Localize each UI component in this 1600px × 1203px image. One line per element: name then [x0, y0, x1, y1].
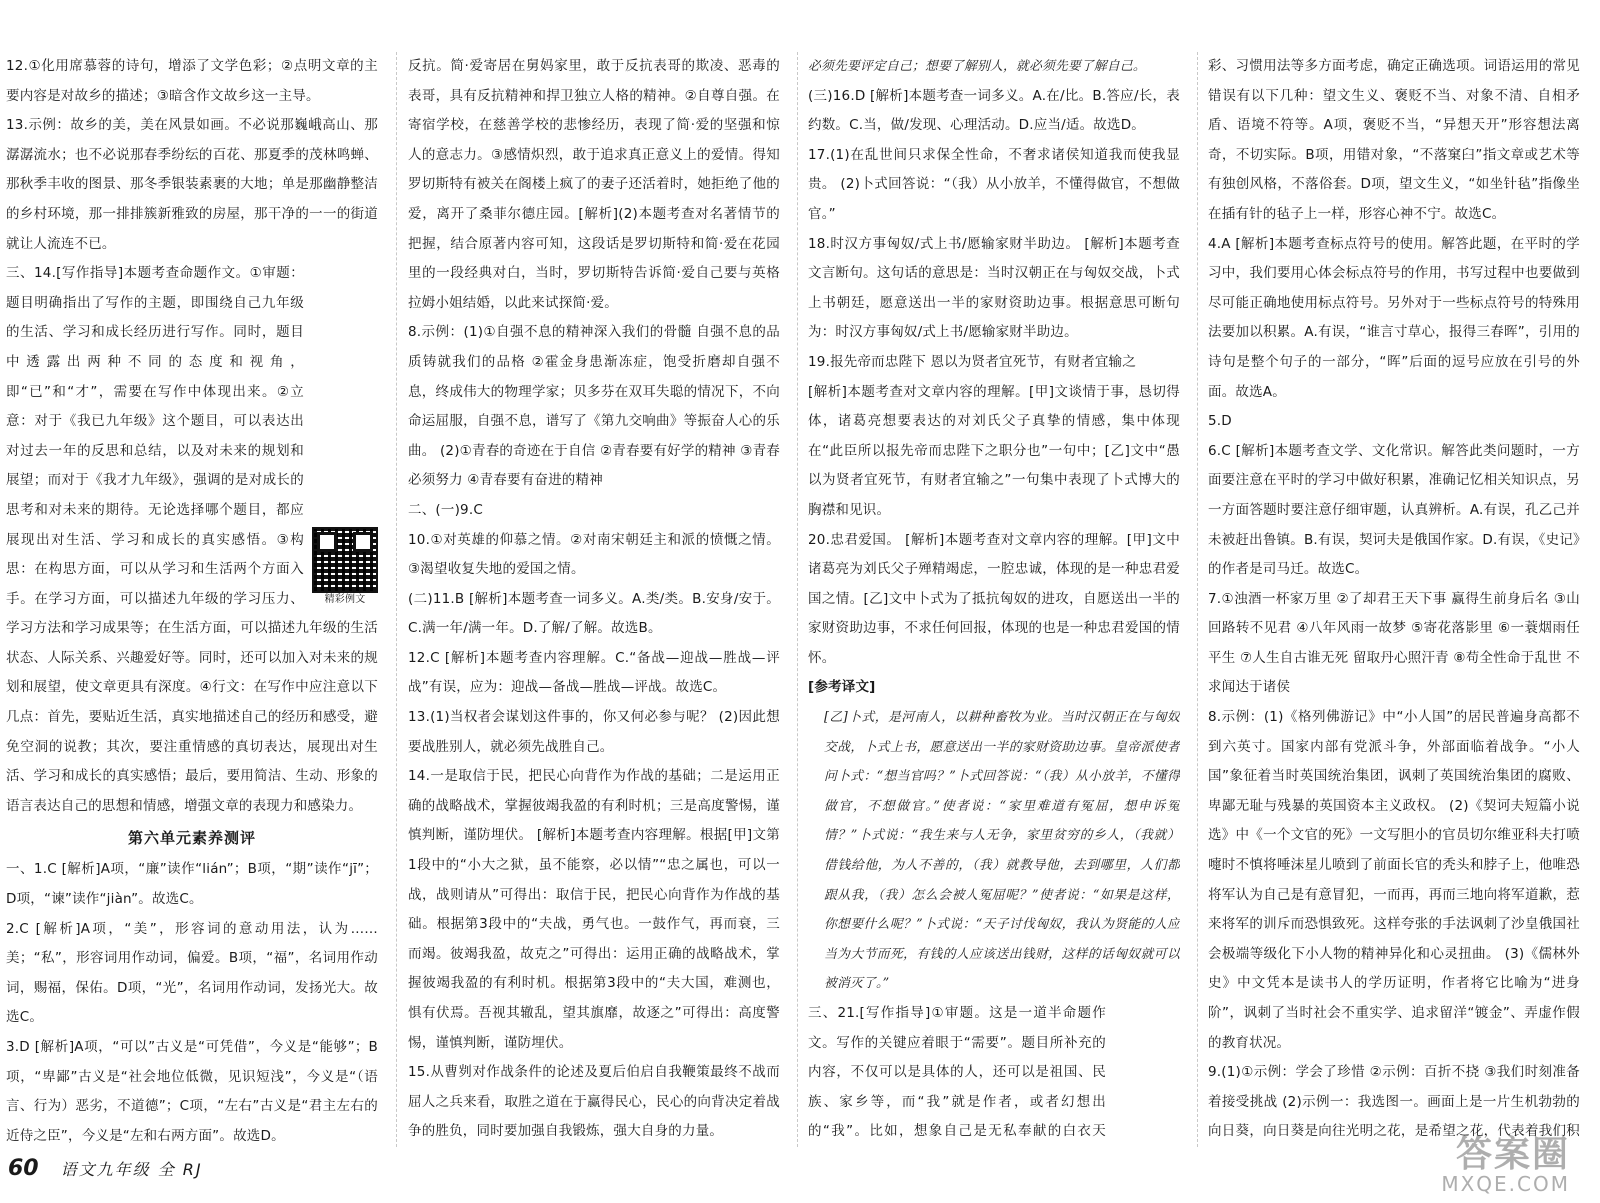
- answer-item: 14.一是取信于民，把民心向背作为作战的基础；二是运用正确的战略战术，掌握彼竭我盈的有利时机；三是高度警惕，谨慎判断，谨防埋伏。 [解析]本题考查内容理解。根据[甲]文第1段中的“小大之狱，虽不能察，必以情”“忠之属也，可以一战，战则请从”可得出：取信于民，把民心向背作为作战的基础。根据第3段中的“夫战，勇气也。一鼓作气，再而衰，三而竭。彼竭我盈，故克之”可得出：运用正确的战略战术，掌握彼竭我盈的有利时机。根据第3段中的“夫大国，难测也，惧有伏焉。吾视其辙乱，望其旗靡，故逐之”可得出：高度警惕，谨慎判断，谨防埋伏。: [408, 768, 780, 1051]
- answer-item: 6.C [解析]本题考查文学、文化常识。解答此类问题时，一方面要注意在平时的学习中做好积累，准确记忆相关知识点，另一方面答题时要注意仔细审题，认真辨析。A.有误，孔乙己并未被赶出鲁镇。B.有误，契诃夫是俄国作家。D.有误，《史记》的作者是司马迁。故选C。: [1208, 442, 1580, 578]
- answer-item: 2.C [解析]A项，“美”，形容词的意动用法，认为……美；“私”，形容词用作动词，偏爱。B项，“福”，名词用作动词，赐福，保佑。D项，“光”，名词用作动词，发扬光大。故选C。: [6, 920, 378, 1026]
- section-heading: 第六单元素养测评: [127, 829, 256, 848]
- page-number: 60: [8, 1156, 39, 1181]
- watermark-url: MXQE.COM: [1441, 1172, 1570, 1196]
- column-2: [408, 52, 780, 1147]
- site-watermark: [1441, 1134, 1570, 1196]
- answer-item: 19.报先帝而忠陛下 恩以为贤者宜死节，有财者宜输之: [808, 353, 1136, 370]
- answer-item: [解析]本题考查对文章内容的理解。[甲]文谈情于事，恳切得体，诸葛亮想要表达的对刘氏父子真挚的情感，集中体现在“此臣所以报先帝而忠陛下之职分也”一句中；[乙]文中“愚以为贤者宜死节，有财者宜输之”一句集中表现了卜式博大的胸襟和见识。: [808, 383, 1180, 518]
- watermark-logo-text: 答案圈: [1455, 1134, 1570, 1175]
- qr-caption: 精彩例文: [324, 594, 366, 606]
- book-title: 语文九年级 全 RJ: [60, 1160, 203, 1179]
- answer-item: (二)11.B [解析]本题考查一词多义。A.类/类。B.安身/安于。C.满一年/满一年。D.了解/了解。故选B。: [408, 590, 780, 637]
- translation-text: 必须先要评定自己；想要了解别人，就必须先要了解自己。: [808, 59, 1146, 74]
- answer-item: 三、21.[写作指导]①审题。这是一道半命题作文。写作的关键应着眼于“需要”。题目所补充的内容，不仅可以是具体的人，还可以是祖国、民族、家乡等，而“我”就是作者，或者幻想出的“我”。比如，想象自己是无私奉献的白衣天: [808, 1005, 1106, 1140]
- answer-item: 13.示例：故乡的美，美在风景如画。不必说那巍峨高山、那潺潺流水；也不必说那春季纷纭的百花、那夏季的茂林鸣蝉、那秋季丰收的图景、那冬季银装素裹的大地；单是那幽静整洁的乡村环境，那一排排簇新雅致的房屋，那干净的一一的街道就让人流连不已。: [6, 117, 378, 252]
- answer-item: 8.示例：(1)①自强不息的精神深入我们的骨髓 自强不息的品质铸就我们的品格 ②霍金身患渐冻症，饱受折磨却自强不息，终成伟大的物理学家；贝多芬在双耳失聪的情况下，不向命运屈服，自强不息，谱写了《第九交响曲》等振奋人心的乐曲。 (2)①青春的奇迹在于自信 ②青春要有好学的精神 ③青春必须努力 ④青春要有奋进的精神: [408, 324, 780, 489]
- answer-item: 12.①化用席慕蓉的诗句，增添了文学色彩；②点明文章的主要内容是对故乡的描述；③暗含作文故乡这一主导。: [6, 58, 378, 104]
- column-3: [808, 52, 1180, 1147]
- answer-item: 二、(一)9.C: [408, 501, 483, 518]
- answer-item: 三、14.[写作指导]本题考查命题作文。①审题：题目明确指出了写作的主题，即围绕自己九年级的生活、学习和成长经历进行写作。同时，题目中透露出两种不同的态度和视角，即“已”和“才”，需要在写作中体现出来。②立意：对于《我已九年级》这个题目，可以表达出对过去一年的反思和总结，以及对未来的规划和展望；而对于《我才九年级》，强调的是对成长的思考和对未来的期待。无论选择哪个题目，都应展现出对生活、学习和成长的真实感悟。③构思：在构思方面，可以从学习和生活两个方面入手。在学习方面，可以描述九年级的学习压力、学习方法和学习成果等；在生活方面，可以描述九年级的生活状态、人际关系、兴趣爱好等。同时，还可以加入对未来的规划和展望，使文章更具有深度。④行文：在写作中应注意以下几点：首先，要贴近生活，真实地描述自己的经历和感受，避免空洞的说教；其次，要注重情感的真切表达，展现出对生活、学习和成长的真实感悟；最后，要用简洁、生动、形象的语言表达自己的思想和情感，增强文章的表现力和感染力。: [6, 265, 378, 814]
- answer-item: 8.示例：(1)《格列佛游记》中“小人国”的居民普遍身高都不到六英寸。国家内部有党派斗争，外部面临着战争。“小人国”象征着当时英国统治集团，讽刺了英国统治集团的腐败、卑鄙无耻与残暴的英国资本主义政权。 (2)《契诃夫短篇小说选》中《一个文官的死》一文写胆小的官员切尔维亚科夫打喷嚏时不慎将唾沫星儿喷到了前面长官的秃头和脖子上，他唯恐将军认为自己是有意冒犯，一而再，再而三地向将军道歉，惹来将军的训斥而恐惧致死。这样夸张的手法讽刺了沙皇俄国社会极端等级化下小人物的精神异化和心灵扭曲。 (3)《儒林外史》中文凭本是读书人的学历证明，作者将它比喻为“进身阶”，讽刺了当时社会不重实学、追求留洋“镀金”、弄虚作假的教育状况。: [1208, 709, 1580, 1051]
- qr-code-1[interactable]: [312, 527, 378, 607]
- answer-item: 15.从曹刿对作战条件的论述及夏后伯启自我鞭策最终不战而屈人之兵来看，取胜之道在于赢得民心，民心的向背决定着战争的胜负，同时要加强自我锻炼，强大自身的力量。: [408, 1064, 780, 1140]
- column-divider: [396, 52, 397, 1147]
- column-divider: [1197, 52, 1198, 1147]
- answer-item: 13.(1)当权者会谋划这件事的，你又何必参与呢？ (2)因此想要战胜别人，就必须先战胜自己。: [408, 709, 780, 755]
- answer-item: 7.①浊酒一杯家万里 ②了却君王天下事 赢得生前身后名 ③山回路转不见君 ④八年风雨一故梦 ⑤寄花落影里 ⑥一蓑烟雨任平生 ⑦人生自古谁无死 留取丹心照汗青 ⑧苟全性命于乱世 不求闻达于诸侯: [1208, 590, 1580, 696]
- answer-item: 3.D [解析]A项，“可以”古义是“可凭借”，今义是“能够”；B项，“卑鄙”古义是“社会地位低微，见识短浅”，今义是“（语言、行为）恶劣，不道德”；C项，“左右”古义是“君主左右的近侍之臣”，今义是“左和右两方面”。故选D。: [6, 1039, 378, 1144]
- answer-item: 9.(1)①示例：学会了珍惜 ②示例：百折不挠 ③我们时刻准备着接受挑战 (2)示例一：我选图一。画面上是一片生机勃勃的向日葵，向日葵是向往光明之花，是希望之花，代表着我们积: [1208, 1064, 1580, 1140]
- translation-heading: [参考译文]: [808, 679, 876, 696]
- column-divider: [797, 52, 798, 1147]
- answer-item: 20.忠君爱国。 [解析]本题考查对文章内容的理解。[甲]文中诸葛亮为刘氏父子殚精竭虑，一腔忠诚，体现的是一种忠君爱国之情。[乙]文中卜式为了抵抗匈奴的进攻，自愿送出一半的家财资助边事，不求任何回报，体现的也是一种忠君爱国的情怀。: [808, 531, 1180, 666]
- answer-item: 彩、习惯用法等多方面考虑，确定正确选项。词语运用的常见错误有以下几种：望文生义、褒贬不当、对象不清、自相矛盾、语境不符等。A项，褒贬不当，“异想天开”形容想法离奇，不切实际。B项，用错对象，“不落窠臼”指文章或艺术等有独创风格，不落俗套。D项，望文生义，“如坐针毡”指像坐在插有针的毡子上一样，形容心神不宁。故选C。: [1208, 58, 1580, 222]
- page-footer: [8, 1156, 203, 1196]
- answer-item: 4.A [解析]本题考查标点符号的使用。解答此题，在平时的学习中，我们要用心体会标点符号的作用，书写过程中也要做到尽可能正确地使用标点符号。另外对于一些标点符号的特殊用法要加以积累。A.有误，“谁言寸草心，报得三春晖”，引用的诗句是整个句子的一部分，“晖”后面的逗号应放在引号的外面。故选A。: [1208, 235, 1580, 400]
- answer-item: 一、1.C [解析]A项，“廉”读作“lián”；B项，“期”读作“jī”；D项，“谏”读作“jiàn”。故选C。: [6, 861, 378, 908]
- translation-text: [乙]卜式，是河南人，以耕种畜牧为业。当时汉朝正在与匈奴交战，卜式上书，愿意送出一半的家财资助边事。皇帝派使者问卜式：“想当官吗？”卜式回答说：“（我）从小放羊，不懂得做官，不想做官。”使者说：“家里难道有冤屈，想申诉冤情？”卜式说：“我生来与人无争，家里贫穷的乡人，（我就）借钱给他，为人不善的，（我）就教导他，去到哪里，人们都跟从我，（我）怎么会被人冤屈呢？”使者说：“如果是这样，你想要什么呢？”卜式说：“天子讨伐匈奴，我认为贤能的人应当为大节而死，有钱的人应该送出钱财，这样的话匈奴就可以被消灭了。”: [824, 710, 1180, 992]
- column-4: [1208, 52, 1580, 1147]
- qr-code-icon: [312, 527, 378, 593]
- answer-item: (三)16.D [解析]本题考查一词多义。A.在/比。B.答应/长，表约数。C.当，做/发现、心理活动。D.应当/适。故选D。: [808, 87, 1180, 134]
- column-1: [6, 52, 378, 1147]
- answer-item: 10.①对英雄的仰慕之情。②对南宋朝廷主和派的愤慨之情。③渴望收复失地的爱国之情。: [408, 531, 780, 578]
- answer-item: 5.D: [1208, 413, 1232, 430]
- answer-item: 12.C [解析]本题考查内容理解。C.“备战—迎战—胜战—评战”有误，应为：迎战—备战—胜战—评战。故选C。: [408, 649, 780, 696]
- answer-item: 反抗。简·爱寄居在舅妈家里，敢于反抗表哥的欺凌、恶毒的表哥，具有反抗精神和捍卫独立人格的精神。②自尊自强。在寄宿学校，在慈善学校的悲惨经历，表现了简·爱的坚强和惊人的意志力。③感情炽烈，敢于追求真正意义上的爱情。得知罗切斯特有被关在阁楼上疯了的妻子还活着时，她拒绝了他的爱，离开了桑菲尔德庄园。[解析](2)本题考查对名著情节的把握，结合原著内容可知，这段话是罗切斯特和简·爱在花园里的一段经典对白，当时，罗切斯特告诉简·爱自己要与英格拉姆小姐结婚，以此来试探简·爱。: [408, 58, 780, 311]
- answer-item: 18.时汉方事匈奴/式上书/愿输家财半助边。 [解析]本题考查文言断句。这句话的意思是：当时汉朝正在与匈奴交战，卜式上书朝廷，愿意送出一半的家财资助边事。根据意思可断句为：时汉方事匈奴/式上书/愿输家财半助边。: [808, 235, 1180, 341]
- answer-item: 17.(1)在乱世间只求保全性命，不奢求诸侯知道我而使我显贵。 (2)卜式回答说：“（我）从小放羊，不懂得做官，不想做官。”: [808, 146, 1180, 222]
